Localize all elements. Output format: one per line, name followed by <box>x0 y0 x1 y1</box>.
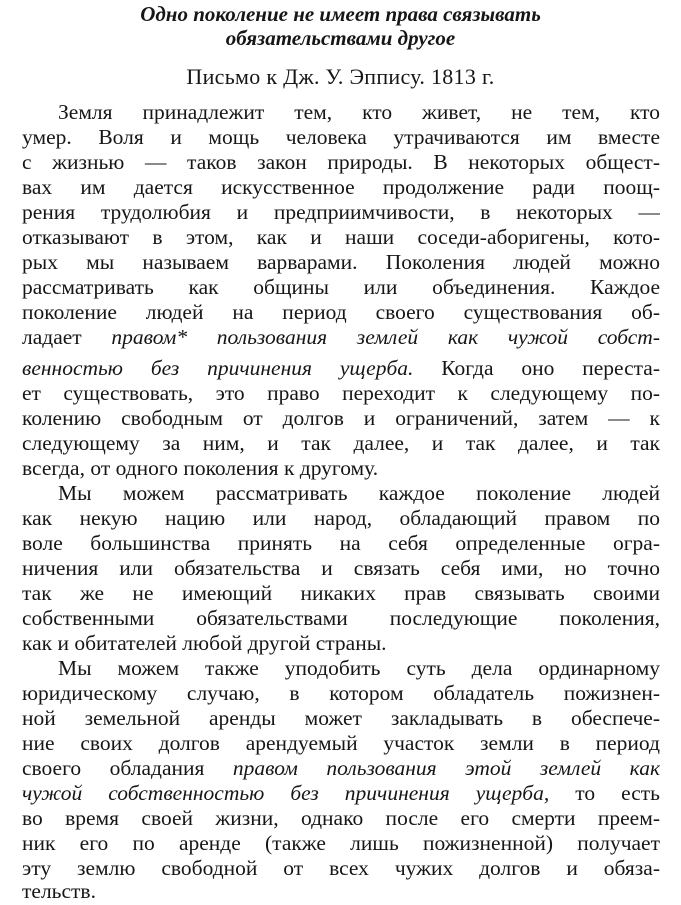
text-line: рассматривать как общины или объединения. Каждое <box>22 275 660 299</box>
text-line: следующему за ним, и так далее, и так далее, и так <box>22 431 660 455</box>
text-line: с жизнью — таков закон природы. В некоторых общест- <box>22 150 660 174</box>
text-run: то есть <box>549 781 660 805</box>
text-line: Мы можем также уподобить суть дела ординарному <box>58 656 660 680</box>
text-line: ничения или обязательства и связать себя ими, но точно <box>22 556 660 580</box>
text-run: ладает <box>22 325 112 349</box>
text-line: ник его по аренде (также лишь пожизненной) получает <box>22 831 660 855</box>
text-line: Мы можем рассматривать каждое поколение людей <box>58 481 660 505</box>
heading-title-line-2: обязательствами другое <box>225 26 456 50</box>
text-line: как некую нацию или народ, обладающий правом по <box>22 506 660 530</box>
text-line: юридическому случаю, в котором обладатель пожизнен- <box>22 681 660 705</box>
text-line: поколение людей на период своего существования об- <box>22 300 660 324</box>
text-line <box>22 324 660 350</box>
emphasis-run: правом пользования этой землей как <box>232 756 660 780</box>
heading-title-line-1: Одно поколение не имеет права связывать <box>140 2 541 26</box>
text-line: так же не имеющий никаких прав связывать своими <box>22 581 660 605</box>
text-line: колению свободным от долгов и ограничений, затем — к <box>22 406 660 430</box>
text-line: воле большинства принять на себя определенные огра- <box>22 531 660 555</box>
text-line: как и обитателей любой другой страны. <box>22 631 387 655</box>
text-line: всегда, от одного поколения к другому. <box>22 456 379 480</box>
text-line: Земля принадлежит тем, кто живет, не тем, кто <box>58 100 660 124</box>
emphasis-run: правом* пользования землей как чужой собст- <box>111 325 660 349</box>
text-line: эту землю свободной от всех чужих долгов и обяза- <box>22 856 660 880</box>
text-run: Когда оно переста- <box>413 356 660 380</box>
emphasis-run: чужой собственностью без причинения ущерба, <box>22 781 550 805</box>
text-line <box>22 355 660 381</box>
text-line: ет существовать, это право переходит к следующему по- <box>22 381 660 405</box>
text-line: собственными обязательствами последующие поколения, <box>22 606 660 630</box>
text-line: ние своих долгов арендуемый участок земли в период <box>22 731 660 755</box>
text-line: отказывают в этом, как и наши соседи-аборигены, кото- <box>22 225 660 249</box>
emphasis-run: венностью без причинения ущерба. <box>22 356 414 380</box>
text-line: вах им дается искусственное продолжение ради поощ- <box>22 175 660 199</box>
text-line: тельств. <box>22 879 96 903</box>
text-run: своего обладания <box>22 756 233 780</box>
text-line: умер. Воля и мощь человека утрачиваются им вместе <box>22 125 660 149</box>
text-line: ной земельной аренды может закладывать в обеспече- <box>22 706 660 730</box>
heading-subtitle: Письмо к Дж. У. Эппису. 1813 г. <box>186 64 495 89</box>
text-line <box>22 780 660 806</box>
text-line: рения трудолюбия и предприимчивости, в некоторых — <box>22 200 660 224</box>
text-line <box>22 755 660 781</box>
text-line: рых мы называем варварами. Поколения людей можно <box>22 250 660 274</box>
text-line: во время своей жизни, однако после его смерти преем- <box>22 806 660 830</box>
